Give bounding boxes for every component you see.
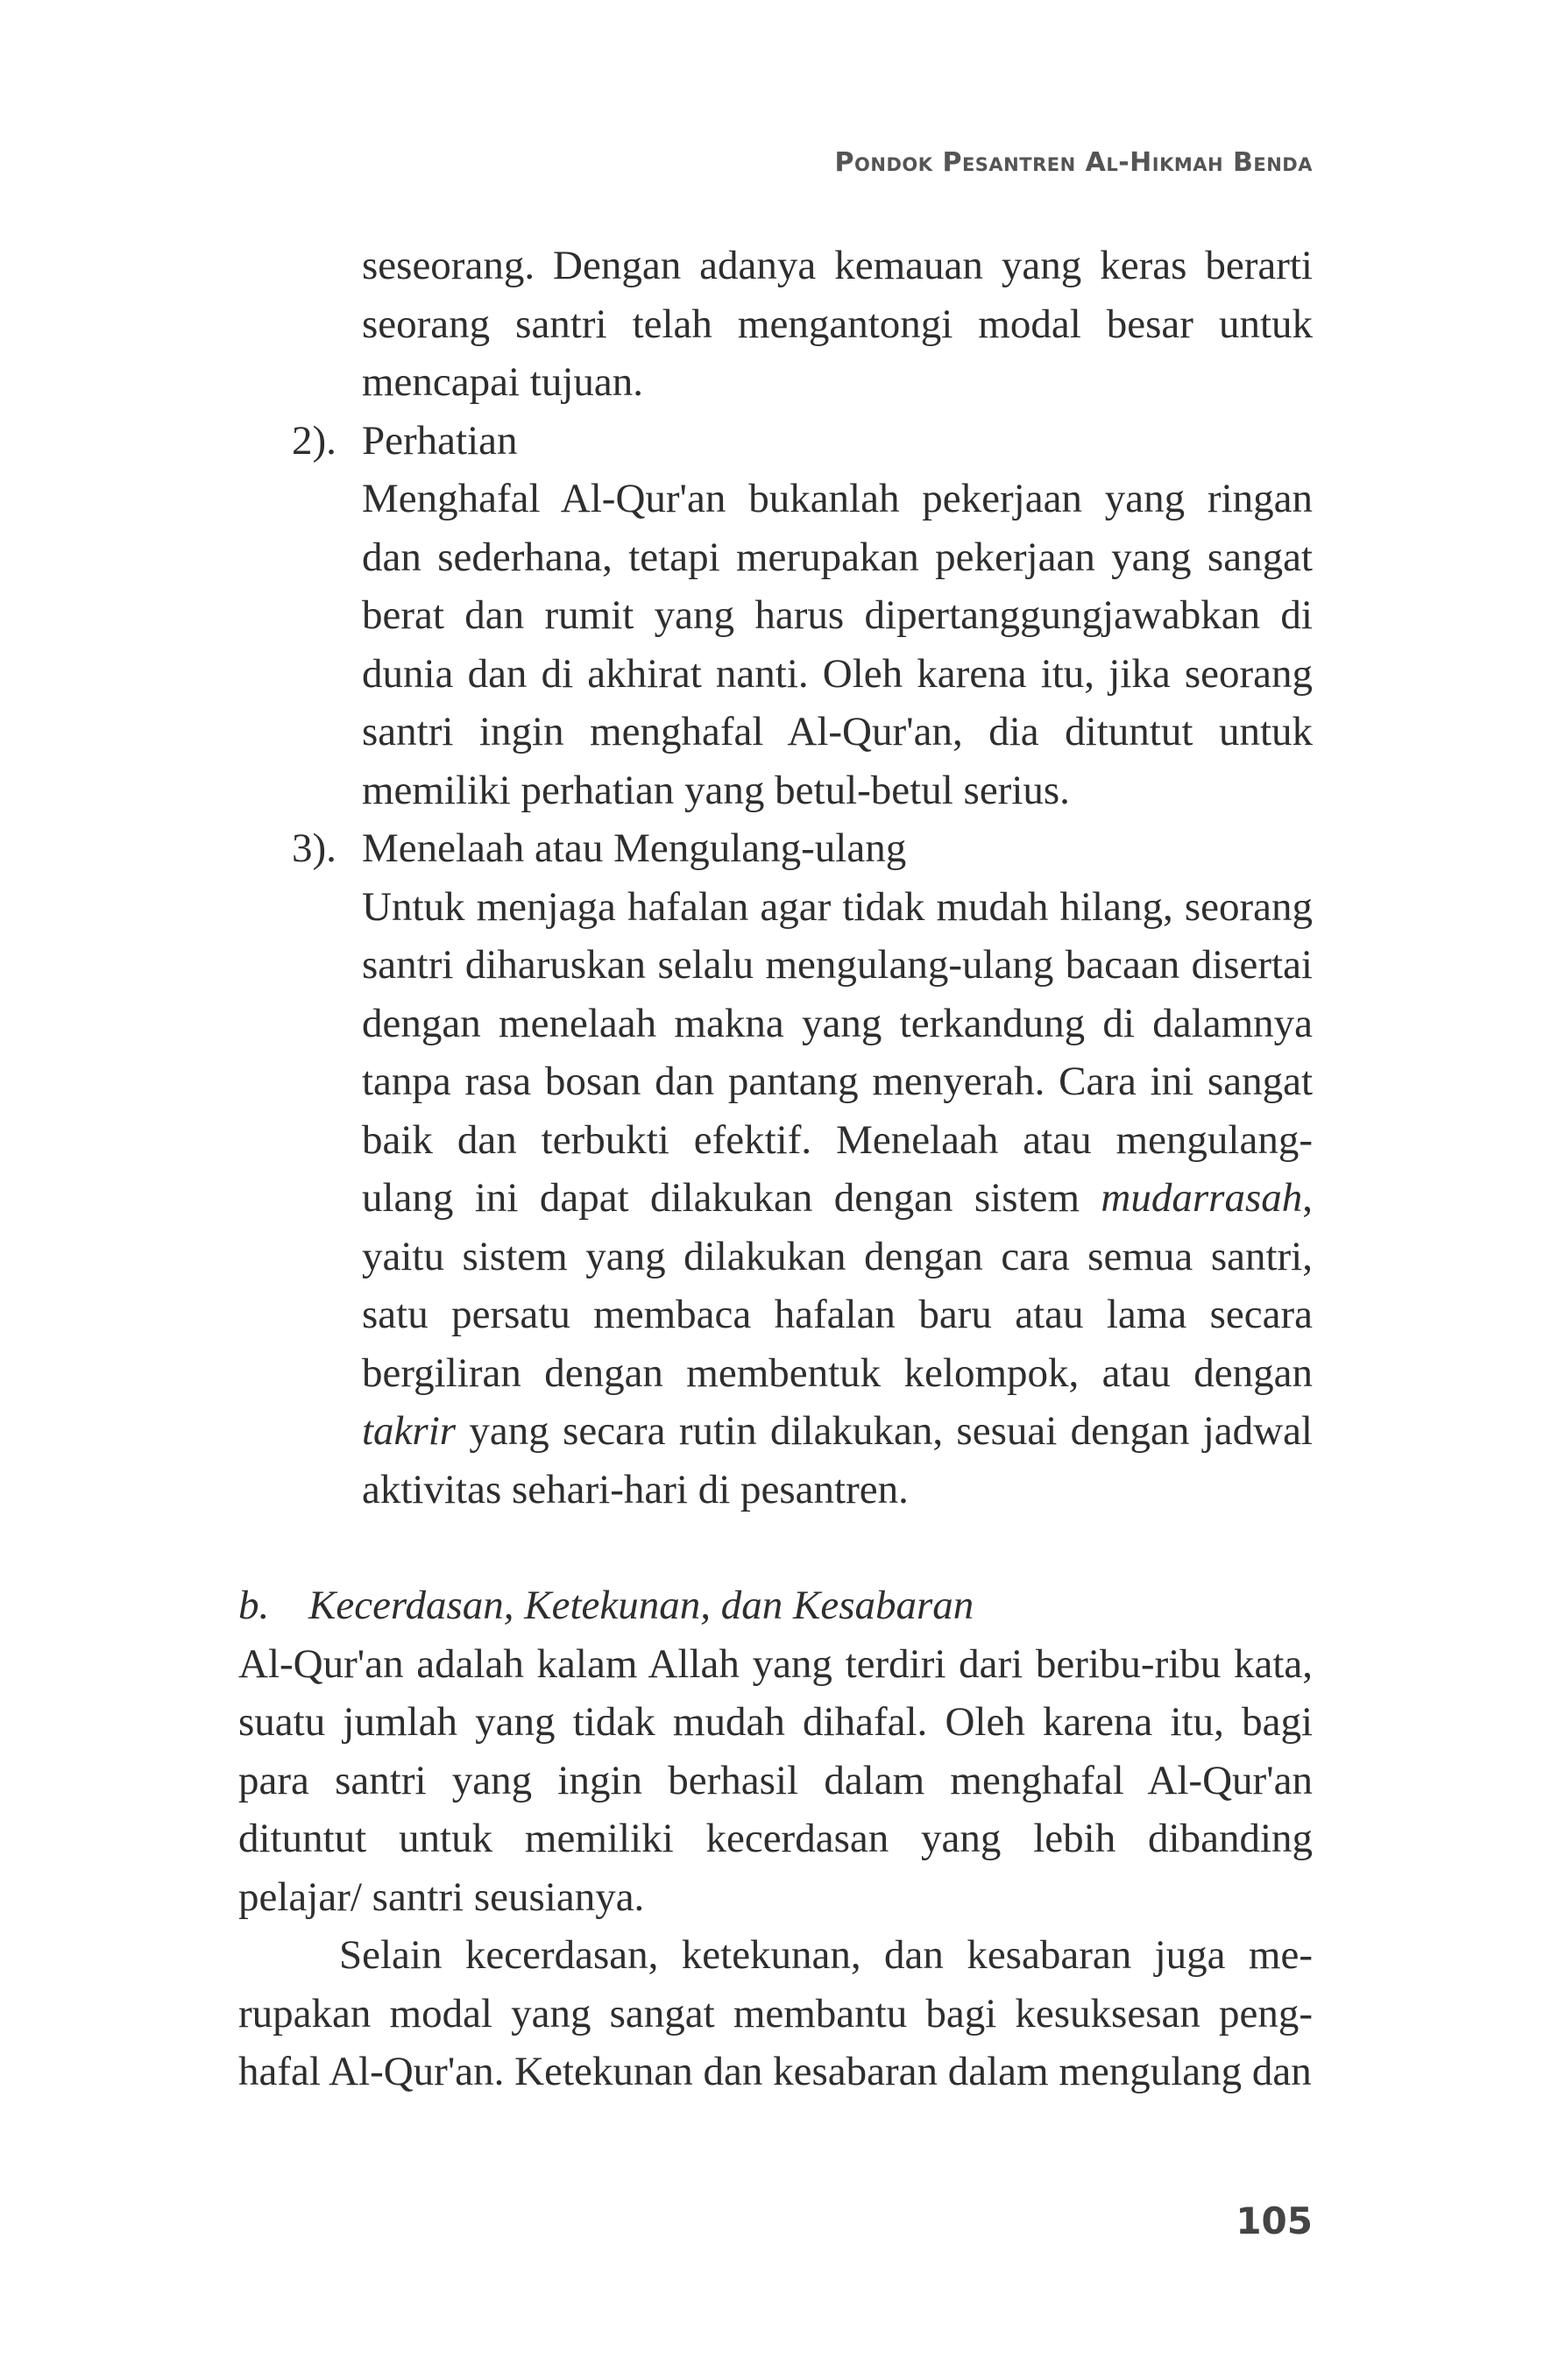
list-item-title: Perhatian [362, 417, 518, 464]
term-mudarrasah: mudarrasah [1101, 1175, 1303, 1221]
text-segment: Untuk menjaga hafalan agar tidak mudah hilang, seorang santri diharuskan selalu mengulang-ulang bacaan disertai dengan menelaah makna yang terkandung di dalamnya tanpa rasa bosan dan pantang menyerah. Cara ini sangat baik dan terbukti efektif. Menelaah atau mengulang-ulang ini dapat dilakukan dengan sistem [362, 883, 1313, 1221]
list-item-3 [292, 819, 1313, 1519]
list-item-paragraph: Menghafal Al-Qur'an bukanlah pekerjaan yang ringan dan sederhana, tetapi merupakan pekerjaan yang sangat berat dan rumit yang harus dipertanggungjawabkan di dunia dan di akhirat nanti. Oleh karena itu, jika seorang santri ingin menghafal Al-Qur'an, dia dituntut untuk memiliki perhatian yang betul-betul serius. [362, 476, 1313, 813]
running-header: Pondok Pesantren Al-Hikmah Benda [834, 147, 1313, 178]
paragraph-2: Selain kecerdasan, ketekunan, dan kesabaran juga me-rupakan modal yang sangat membantu bagi kesuksesan peng-hafal Al-Qur'an. Ketekunan dan kesabaran dalam mengulang dan [238, 1932, 1313, 2094]
section-title: Kecerdasan, Ketekunan, dan Kesabaran [308, 1583, 974, 1628]
continuation-block [362, 237, 1313, 412]
list-number: 3). [292, 825, 336, 871]
text-segment: , yaitu sistem yang dilakukan dengan cara semua santri, satu persatu membaca hafalan baru atau lama secara bergiliran dengan membentuk kelompok, atau dengan [362, 1175, 1313, 1396]
section-letter: b. [238, 1583, 270, 1628]
list-number: 2). [292, 417, 336, 464]
text-segment: yang secara rutin dilakukan, sesuai dengan jadwal aktivitas sehari-hari di pesantren. [362, 1408, 1313, 1512]
list-item-paragraph [362, 878, 1313, 1519]
list-item-heading [292, 819, 1313, 878]
list-item-heading [292, 412, 1313, 471]
section-heading [238, 1576, 1313, 1635]
list-item-title: Menelaah atau Mengulang-ulang [362, 825, 907, 871]
continuation-paragraph: seseorang. Dengan adanya kemauan yang keras berarti seorang santri telah mengantongi modal besar untuk mencapai tujuan. [362, 243, 1313, 405]
term-takrir: takrir [362, 1408, 457, 1454]
paragraph-1: Al-Qur'an adalah kalam Allah yang terdiri dari beribu-ribu kata, suatu jumlah yang tidak mudah dihafal. Oleh karena itu, bagi para santri yang ingin berhasil dalam menghafal Al-Qur'an dituntut untuk memiliki kecerdasan yang lebih dibanding pelajar/ santri seusianya. [238, 1640, 1313, 1920]
page-number: 105 [1236, 2199, 1313, 2242]
list-item-2 [292, 412, 1313, 820]
page-body [238, 237, 1313, 2101]
